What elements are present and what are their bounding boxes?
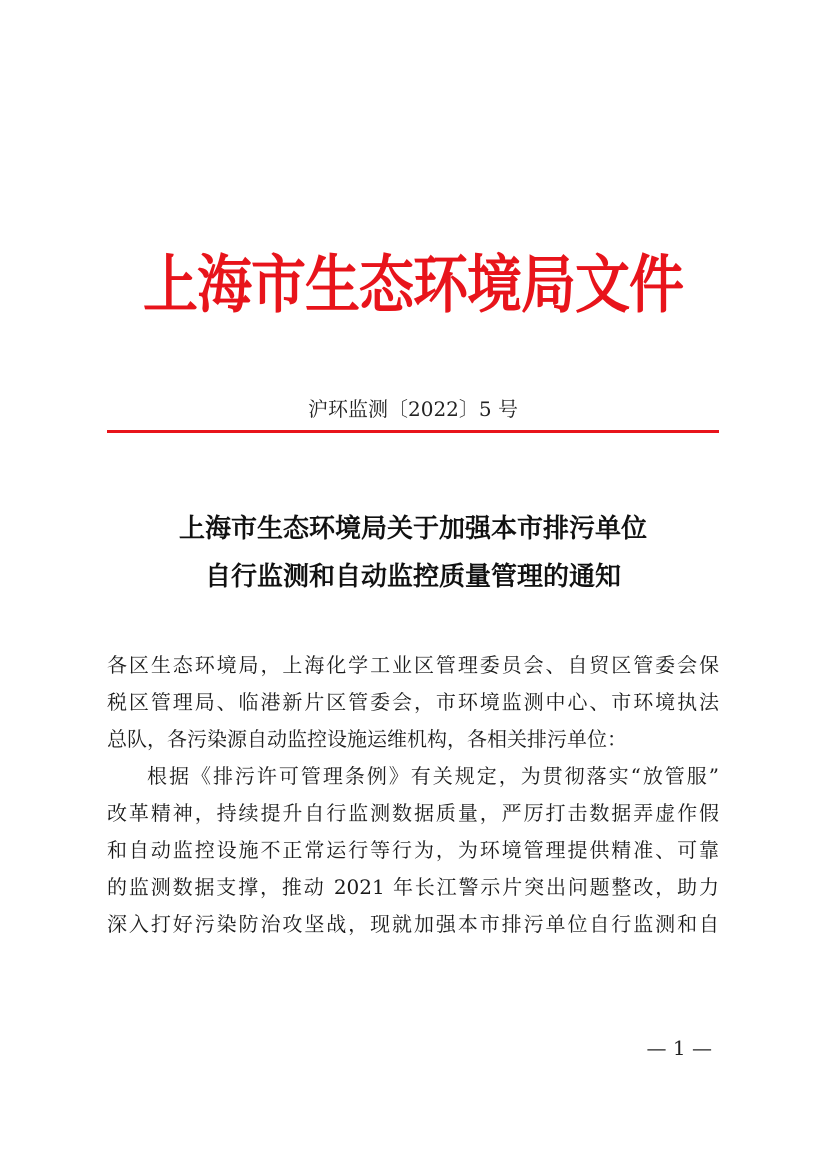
page-number: — 1 — [646,1036,712,1060]
body-line: 深入打好污染防治攻坚战，现就加强本市排污单位自行监测和自 [107,912,719,936]
body-line: 的监测数据支撑，推动 2021 年长江警示片突出问题整改，助力 [107,875,719,899]
body-line: 和自动监控设施不正常运行等行为，为环境管理提供精准、可靠 [107,838,719,862]
body-line: 根据《排污许可管理条例》有关规定，为贯彻落实“放管服” [147,764,719,788]
body-line: 总队，各污染源自动监控设施运维机构，各相关排污单位： [107,727,627,751]
body-line: 各区生态环境局，上海化学工业区管理委员会、自贸区管委会保 [107,653,719,677]
body-line: 改革精神，持续提升自行监测数据质量，严厉打击数据弄虚作假 [107,801,719,825]
issuer-title: 上海市生态环境局文件 [142,246,683,322]
notice-title-line-1: 上海市生态环境局关于加强本市排污单位 [178,514,647,544]
document-number: 沪环监测〔2022〕5 号 [308,397,518,421]
red-separator-line [107,430,719,433]
notice-title-line-2: 自行监测和自动监控质量管理的通知 [204,562,621,592]
body-line: 税区管理局、临港新片区管委会，市环境监测中心、市环境执法 [107,690,719,714]
body-text [107,647,719,943]
